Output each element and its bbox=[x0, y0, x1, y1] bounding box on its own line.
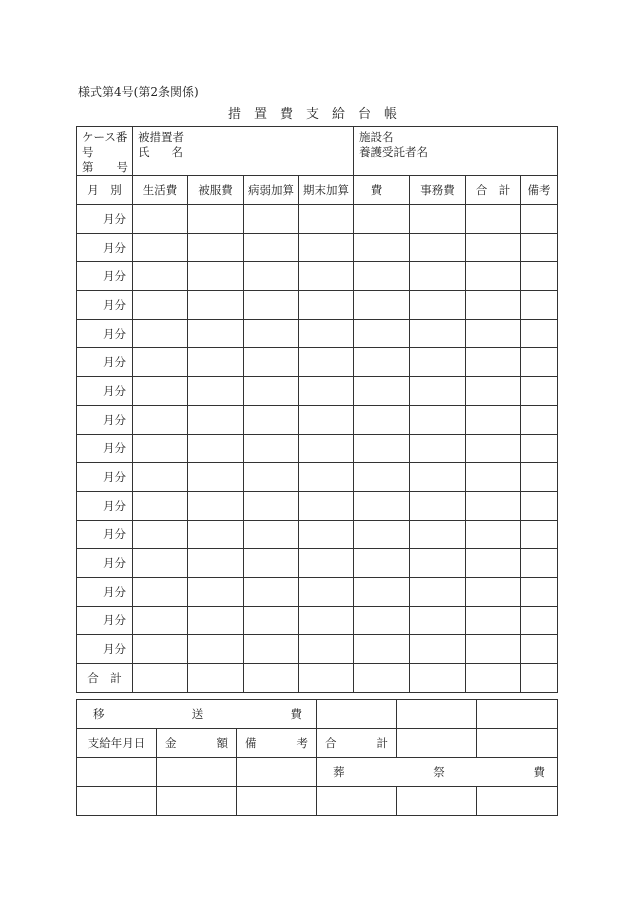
table-cell[interactable] bbox=[354, 606, 410, 635]
funeral-cost-label bbox=[317, 758, 558, 787]
col-cost: 費 bbox=[354, 176, 410, 205]
funeral-row bbox=[77, 758, 558, 787]
month-label: 月分 bbox=[77, 291, 133, 320]
month-label: 月分 bbox=[77, 635, 133, 664]
case-number-dai-go bbox=[82, 160, 128, 175]
case-number-cell bbox=[77, 127, 133, 176]
month-label: 月分 bbox=[77, 319, 133, 348]
table-cell[interactable] bbox=[299, 606, 354, 635]
table-cell[interactable] bbox=[521, 233, 558, 262]
table-cell[interactable] bbox=[521, 463, 558, 492]
table-cell[interactable] bbox=[521, 377, 558, 406]
table-cell[interactable] bbox=[188, 319, 244, 348]
table-cell[interactable] bbox=[133, 463, 188, 492]
table-cell[interactable] bbox=[354, 348, 410, 377]
table-cell[interactable] bbox=[466, 205, 521, 234]
table-cell[interactable] bbox=[354, 405, 410, 434]
table-cell[interactable] bbox=[410, 606, 466, 635]
funeral-data-row bbox=[77, 787, 558, 816]
table-cell[interactable] bbox=[237, 787, 317, 816]
table-cell[interactable] bbox=[188, 205, 244, 234]
table-cell[interactable] bbox=[244, 377, 299, 406]
amount-label-1: 金 bbox=[165, 736, 177, 750]
table-cell[interactable] bbox=[299, 233, 354, 262]
funeral-label-3: 費 bbox=[533, 765, 546, 779]
table-cell[interactable] bbox=[410, 233, 466, 262]
table-cell[interactable] bbox=[244, 319, 299, 348]
month-label: 月分 bbox=[77, 520, 133, 549]
table-cell[interactable] bbox=[133, 549, 188, 578]
table-cell[interactable] bbox=[188, 405, 244, 434]
total-row-label: 合 計 bbox=[77, 664, 133, 693]
go-label: 号 bbox=[116, 160, 128, 174]
table-cell[interactable] bbox=[299, 291, 354, 320]
table-cell[interactable] bbox=[477, 700, 558, 729]
table-cell[interactable] bbox=[157, 758, 237, 787]
month-label: 月分 bbox=[77, 377, 133, 406]
table-cell[interactable] bbox=[299, 205, 354, 234]
facility-cell bbox=[354, 127, 558, 176]
table-cell[interactable] bbox=[477, 787, 558, 816]
table-cell[interactable] bbox=[521, 491, 558, 520]
table-cell[interactable] bbox=[521, 520, 558, 549]
table-cell[interactable] bbox=[133, 262, 188, 291]
table-cell[interactable] bbox=[244, 348, 299, 377]
person-cell bbox=[133, 127, 354, 176]
table-cell[interactable] bbox=[317, 787, 397, 816]
table-cell[interactable] bbox=[354, 635, 410, 664]
month-row bbox=[77, 319, 558, 348]
bottom-total-label-2: 計 bbox=[376, 736, 389, 750]
month-row bbox=[77, 635, 558, 664]
table-cell[interactable] bbox=[188, 262, 244, 291]
table-cell[interactable] bbox=[299, 664, 354, 693]
table-cell[interactable] bbox=[466, 233, 521, 262]
foster-label: 養護受託者名 bbox=[359, 145, 428, 159]
table-cell[interactable] bbox=[133, 405, 188, 434]
name-label-shi: 氏 bbox=[138, 145, 150, 159]
table-cell[interactable] bbox=[466, 348, 521, 377]
table-cell[interactable] bbox=[410, 463, 466, 492]
table-cell[interactable] bbox=[299, 549, 354, 578]
table-cell[interactable] bbox=[354, 233, 410, 262]
table-cell[interactable] bbox=[354, 319, 410, 348]
table-cell[interactable] bbox=[133, 635, 188, 664]
table-cell[interactable] bbox=[521, 635, 558, 664]
table-cell[interactable] bbox=[188, 233, 244, 262]
table-cell[interactable] bbox=[133, 233, 188, 262]
month-label: 月分 bbox=[77, 233, 133, 262]
total-row bbox=[77, 664, 558, 693]
amount-label bbox=[157, 729, 237, 758]
remarks-label bbox=[237, 729, 317, 758]
table-cell[interactable] bbox=[521, 291, 558, 320]
table-cell[interactable] bbox=[133, 520, 188, 549]
table-cell[interactable] bbox=[354, 262, 410, 291]
table-cell[interactable] bbox=[244, 405, 299, 434]
table-cell[interactable] bbox=[354, 434, 410, 463]
transport-row bbox=[77, 700, 558, 729]
amount-label-2: 額 bbox=[216, 736, 228, 750]
table-cell[interactable] bbox=[410, 635, 466, 664]
table-cell[interactable] bbox=[466, 664, 521, 693]
transport-funeral-table bbox=[76, 699, 558, 816]
bottom-total-label bbox=[317, 729, 397, 758]
table-cell[interactable] bbox=[410, 664, 466, 693]
month-row bbox=[77, 434, 558, 463]
table-cell[interactable] bbox=[466, 549, 521, 578]
table-cell[interactable] bbox=[466, 319, 521, 348]
pay-date-label: 支給年月日 bbox=[77, 729, 157, 758]
table-cell[interactable] bbox=[244, 434, 299, 463]
table-cell[interactable] bbox=[354, 520, 410, 549]
table-cell[interactable] bbox=[244, 491, 299, 520]
table-cell[interactable] bbox=[410, 577, 466, 606]
month-label: 月分 bbox=[77, 491, 133, 520]
name-label-mei: 名 bbox=[171, 145, 183, 159]
table-cell[interactable] bbox=[521, 205, 558, 234]
remarks-label-1: 備 bbox=[245, 736, 257, 750]
table-cell[interactable] bbox=[244, 635, 299, 664]
table-cell[interactable] bbox=[244, 233, 299, 262]
col-total: 合 計 bbox=[466, 176, 521, 205]
table-cell[interactable] bbox=[466, 606, 521, 635]
table-cell[interactable] bbox=[133, 491, 188, 520]
table-cell[interactable] bbox=[466, 377, 521, 406]
table-cell[interactable] bbox=[188, 491, 244, 520]
table-cell[interactable] bbox=[237, 758, 317, 787]
table-cell[interactable] bbox=[299, 319, 354, 348]
table-cell[interactable] bbox=[466, 491, 521, 520]
col-weak: 病弱加算 bbox=[244, 176, 299, 205]
month-row bbox=[77, 205, 558, 234]
table-cell[interactable] bbox=[299, 348, 354, 377]
month-label: 月分 bbox=[77, 434, 133, 463]
table-cell[interactable] bbox=[244, 577, 299, 606]
month-row bbox=[77, 405, 558, 434]
table-cell[interactable] bbox=[521, 262, 558, 291]
month-row bbox=[77, 377, 558, 406]
table-cell[interactable] bbox=[410, 348, 466, 377]
table-cell[interactable] bbox=[521, 577, 558, 606]
remarks-label-2: 考 bbox=[296, 736, 309, 750]
table-cell[interactable] bbox=[244, 520, 299, 549]
table-cell[interactable] bbox=[244, 205, 299, 234]
month-label: 月分 bbox=[77, 348, 133, 377]
table-cell[interactable] bbox=[397, 729, 477, 758]
table-cell[interactable] bbox=[354, 291, 410, 320]
table-cell[interactable] bbox=[299, 434, 354, 463]
table-cell[interactable] bbox=[77, 758, 157, 787]
table-cell[interactable] bbox=[317, 700, 397, 729]
table-cell[interactable] bbox=[521, 664, 558, 693]
month-label: 月分 bbox=[77, 549, 133, 578]
table-cell[interactable] bbox=[188, 577, 244, 606]
table-cell[interactable] bbox=[410, 434, 466, 463]
table-cell[interactable] bbox=[299, 405, 354, 434]
form-title: 措置費支給台帳 bbox=[228, 107, 411, 122]
table-cell[interactable] bbox=[521, 549, 558, 578]
table-cell[interactable] bbox=[521, 348, 558, 377]
table-cell[interactable] bbox=[410, 319, 466, 348]
table-cell[interactable] bbox=[410, 377, 466, 406]
table-cell[interactable] bbox=[188, 291, 244, 320]
table-cell[interactable] bbox=[244, 463, 299, 492]
transport-label-2: 送 bbox=[191, 707, 204, 721]
col-remarks: 備考 bbox=[521, 176, 558, 205]
table-cell[interactable] bbox=[466, 434, 521, 463]
month-row bbox=[77, 463, 558, 492]
table-cell[interactable] bbox=[477, 729, 558, 758]
table-cell[interactable] bbox=[188, 549, 244, 578]
table-cell[interactable] bbox=[133, 434, 188, 463]
table-cell[interactable] bbox=[133, 377, 188, 406]
name-label bbox=[138, 145, 349, 160]
table-cell[interactable] bbox=[188, 348, 244, 377]
table-cell[interactable] bbox=[397, 700, 477, 729]
table-cell[interactable] bbox=[133, 319, 188, 348]
month-row bbox=[77, 549, 558, 578]
funeral-label-1: 葬 bbox=[333, 765, 345, 779]
bottom-total-label-1: 合 bbox=[325, 736, 337, 750]
table-cell[interactable] bbox=[299, 577, 354, 606]
table-cell[interactable] bbox=[244, 664, 299, 693]
table-cell[interactable] bbox=[299, 262, 354, 291]
table-cell[interactable] bbox=[466, 577, 521, 606]
table-cell[interactable] bbox=[354, 377, 410, 406]
facility-label: 施設名 bbox=[359, 130, 394, 144]
table-cell[interactable] bbox=[466, 520, 521, 549]
table-cell[interactable] bbox=[299, 377, 354, 406]
table-cell[interactable] bbox=[133, 291, 188, 320]
table-cell[interactable] bbox=[354, 549, 410, 578]
table-cell[interactable] bbox=[188, 463, 244, 492]
transport-header-row bbox=[77, 729, 558, 758]
table-cell[interactable] bbox=[410, 549, 466, 578]
month-row bbox=[77, 577, 558, 606]
table-cell[interactable] bbox=[521, 319, 558, 348]
table-cell[interactable] bbox=[244, 291, 299, 320]
month-row bbox=[77, 348, 558, 377]
table-cell[interactable] bbox=[188, 434, 244, 463]
table-cell[interactable] bbox=[244, 549, 299, 578]
transport-cost-label bbox=[77, 700, 317, 729]
table-cell[interactable] bbox=[133, 577, 188, 606]
table-cell[interactable] bbox=[466, 463, 521, 492]
table-cell[interactable] bbox=[157, 787, 237, 816]
table-cell[interactable] bbox=[410, 520, 466, 549]
table-cell[interactable] bbox=[188, 664, 244, 693]
table-cell[interactable] bbox=[354, 491, 410, 520]
col-clothing: 被服費 bbox=[188, 176, 244, 205]
person-label: 被措置者 bbox=[138, 130, 184, 144]
table-cell[interactable] bbox=[410, 491, 466, 520]
month-row bbox=[77, 262, 558, 291]
form-number-label: 様式第4号(第2条関係) bbox=[78, 85, 199, 99]
month-rows bbox=[77, 205, 558, 664]
table-cell[interactable] bbox=[188, 377, 244, 406]
table-cell[interactable] bbox=[77, 787, 157, 816]
column-header-row bbox=[77, 176, 558, 205]
table-cell[interactable] bbox=[188, 606, 244, 635]
table-cell[interactable] bbox=[299, 635, 354, 664]
col-month: 月 別 bbox=[77, 176, 133, 205]
table-cell[interactable] bbox=[410, 405, 466, 434]
table-cell[interactable] bbox=[354, 205, 410, 234]
transport-label-3: 費 bbox=[290, 707, 302, 721]
table-cell[interactable] bbox=[299, 491, 354, 520]
month-label: 月分 bbox=[77, 405, 133, 434]
case-number-label: ケース番号 bbox=[82, 130, 128, 159]
table-cell[interactable] bbox=[466, 262, 521, 291]
ledger-header-row bbox=[77, 127, 558, 176]
ledger-table bbox=[76, 126, 558, 693]
table-cell[interactable] bbox=[466, 405, 521, 434]
table-cell[interactable] bbox=[410, 291, 466, 320]
month-label: 月分 bbox=[77, 606, 133, 635]
table-cell[interactable] bbox=[466, 291, 521, 320]
month-label: 月分 bbox=[77, 262, 133, 291]
table-cell[interactable] bbox=[133, 664, 188, 693]
table-cell[interactable] bbox=[410, 262, 466, 291]
month-row bbox=[77, 520, 558, 549]
col-yearend: 期末加算 bbox=[299, 176, 354, 205]
month-row bbox=[77, 606, 558, 635]
col-living: 生活費 bbox=[133, 176, 188, 205]
table-cell[interactable] bbox=[188, 635, 244, 664]
transport-label-1: 移 bbox=[93, 707, 105, 721]
month-label: 月分 bbox=[77, 577, 133, 606]
table-cell[interactable] bbox=[133, 205, 188, 234]
table-cell[interactable] bbox=[521, 434, 558, 463]
table-cell[interactable] bbox=[521, 606, 558, 635]
month-row bbox=[77, 291, 558, 320]
month-row bbox=[77, 491, 558, 520]
table-cell[interactable] bbox=[188, 520, 244, 549]
table-cell[interactable] bbox=[299, 520, 354, 549]
dai-label: 第 bbox=[82, 160, 94, 174]
month-label: 月分 bbox=[77, 205, 133, 234]
table-cell[interactable] bbox=[410, 205, 466, 234]
table-cell[interactable] bbox=[354, 463, 410, 492]
table-cell[interactable] bbox=[354, 577, 410, 606]
table-cell[interactable] bbox=[133, 606, 188, 635]
table-cell[interactable] bbox=[133, 348, 188, 377]
table-cell[interactable] bbox=[521, 405, 558, 434]
funeral-label-2: 祭 bbox=[433, 765, 445, 779]
table-cell[interactable] bbox=[299, 463, 354, 492]
table-cell[interactable] bbox=[466, 635, 521, 664]
table-cell[interactable] bbox=[244, 262, 299, 291]
month-row bbox=[77, 233, 558, 262]
month-label: 月分 bbox=[77, 463, 133, 492]
table-cell[interactable] bbox=[397, 787, 477, 816]
col-office: 事務費 bbox=[410, 176, 466, 205]
table-cell[interactable] bbox=[354, 664, 410, 693]
table-cell[interactable] bbox=[244, 606, 299, 635]
